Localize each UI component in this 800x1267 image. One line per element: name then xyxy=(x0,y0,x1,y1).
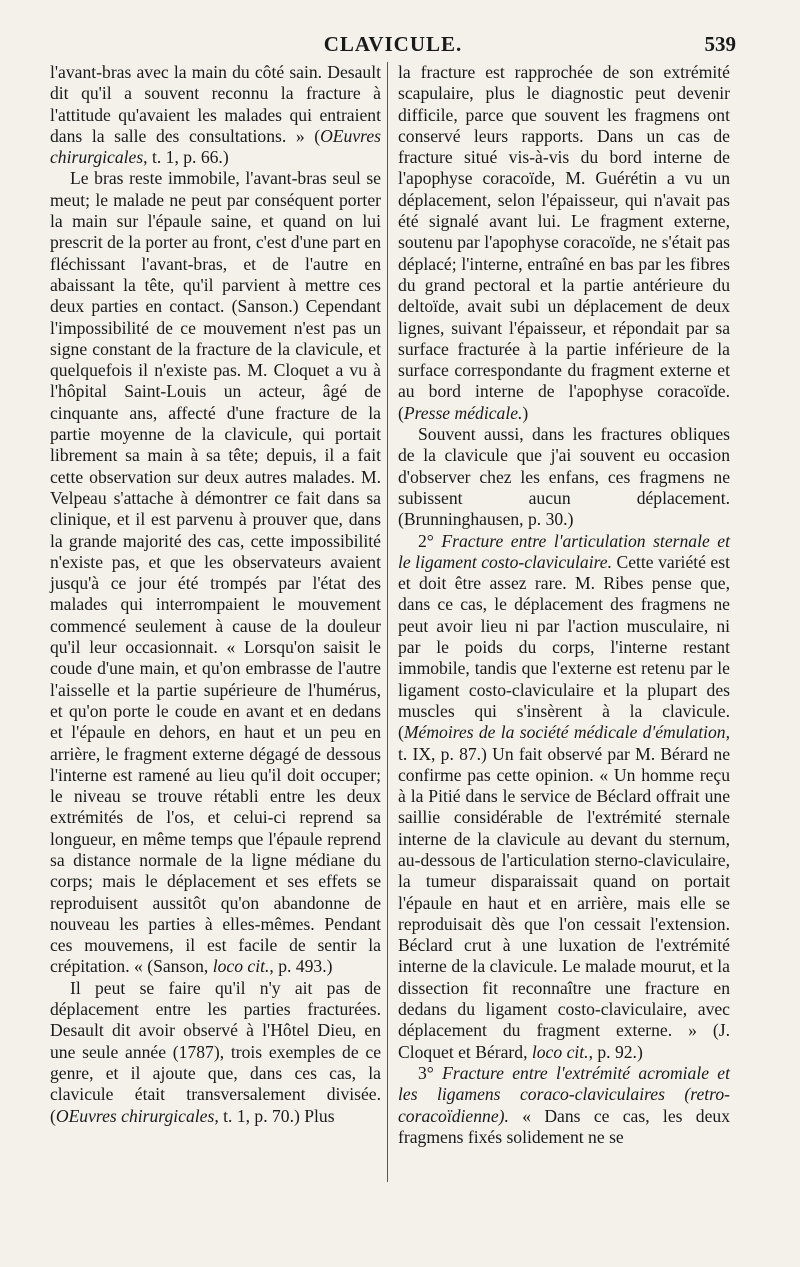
paragraph xyxy=(50,168,381,977)
citation: Mémoires de la société médicale d'émulation, xyxy=(403,722,730,743)
text-run: , p. 493.) xyxy=(269,956,333,977)
paragraph xyxy=(50,62,381,168)
paragraph xyxy=(398,531,730,1063)
text-run: l'avant-bras avec la main du côté sain. Desault dit qu'il a souvent reconnu la fracture à l'attitude qu'avaient les malades qui entraient dans la salle des consultations. » ( xyxy=(50,62,381,146)
paragraph xyxy=(398,1063,730,1148)
text-run: Le bras reste immobile, l'avant-bras seul se meut; le malade ne peut par conséquent porter la main sur l'épaule saine, et quand on lui prescrit de la porter au front, c'est d'une part en fléchissant l'avant-bras, et de l'autre en abaissant la tête, qu'il parvient à mettre ces deux parties en contact. (Sanson.) Cependant l'impossibilité de ce mouvement n'est pas un signe constant de la fracture de la clavicule, et quelquefois il n'existe pas. M. Cloquet a vu à l'hôpital Saint-Louis un acteur, âgé de cinquante ans, affecté d'une fracture de la partie moyenne de la clavicule, qui portait librement sa main à sa tête; depuis, il a fait cette observation sur deux autres malades. M. Velpeau s'attache à démontrer ce fait dans sa clinique, et il est parvenu à prouver que, dans la grande majorité des cas, cette impossibilité n'existe pas, et que les observateurs avaient jusqu'à ce jour été trompés par l'état des malades qui interrompaient le mouvement commencé seulement à cause de la douleur qu'il leur occasionnait. « Lorsqu'on saisit le coude d'une main, et qu'on embrasse de l'autre l'aisselle et la partie supérieure de l'humérus, et qu'on porte le coude en avant et en dedans et l'épaule en dehors, en haut et un peu en arrière, le fragment externe dégagé de dessous l'interne est ramené au lieu qu'il doit occuper; le niveau se trouve rétabli entre les deux extrémités de l'os, et celui-ci reprend sa longueur, en même temps que l'épaule reprend sa distance normale de la ligne médiane du corps; mais le déplacement et ses effets se reproduisent aussitôt qu'on abandonne de nouveau les parties à elles-mêmes. Pendant ces mouvemens, il est facile de sentir la crépitation. « (Sanson, xyxy=(50,168,381,977)
text-run: la fracture est rapprochée de son extrémité scapulaire, plus le diagnostic peut devenir difficile, parce que souvent les fragmens ont conservé leurs rapports. Dans un cas de fracture situé vis-à-vis du bord interne de l'apophyse coracoïde, M. Guérétin a vu un déplacement, selon l'épaisseur, qui n'avait pas été signalé avant lui. Le fragment externe, soutenu par l'apophyse coracoïde, ne s'était pas déplacé; l'interne, entraîné en bas par les fibres du grand pectoral et la partie antérieure du deltoïde, avait subi un déplacement de deux lignes, suivant l'épaisseur, et répondait par sa surface fracturée à la partie inférieure de la surface correspondante du fragment externe et au bord interne de l'apophyse coracoïde. ( xyxy=(398,62,730,423)
citation: OEuvres chirurgicales, xyxy=(55,1105,219,1126)
text-run: « Dans ce cas, les deux fragmens fixés solidement ne se xyxy=(398,1105,730,1147)
running-title: CLAVICULE. xyxy=(323,32,463,56)
text-run: ) xyxy=(522,402,529,423)
citation: loco cit. xyxy=(212,956,270,977)
text-run: Souvent aussi, dans les fractures obliques de la clavicule que j'ai souvent eu occasion d'observer chez les enfans, ces fragmens ne subissent aucun déplacement. (Brunninghausen, p. 30.) xyxy=(398,424,730,530)
section-heading: Fracture entre l'extrémité acromiale et les ligamens coraco-claviculaires (retro-coracoïdienne). xyxy=(398,1062,730,1126)
column-divider xyxy=(387,62,388,1182)
paragraph xyxy=(398,62,730,424)
paragraph xyxy=(398,424,730,530)
section-number: 3° xyxy=(418,1062,443,1083)
text-run: , p. 92.) xyxy=(588,1041,643,1062)
text-run: t. IX, p. 87.) Un fait observé par M. Bérard ne confirme pas cette opinion. « Un homme reçu à la Pitié dans le service de Béclard offrait une saillie considérable de l'extrémité sternale interne de la clavicule au devant du sternum, au-dessous de l'articulation sterno-claviculaire, la tumeur disparaissait quand on portait l'épaule en haut et en arrière, mais elle se reproduisait dès que l'on cessait l'extension. Béclard crut à une luxation de l'extrémité interne de la clavicule. Le malade mourut, et la dissection fit reconnaître une fracture en dedans du ligament costo-claviculaire, avec déplacement du fragment externe. » (J. Cloquet et Bérard, xyxy=(398,743,730,1062)
text-run: Cette variété est et doit être assez rare. M. Ribes pense que, dans ce cas, le déplacement des fragmens ne peut avoir lieu ni par l'action musculaire, ni par le poids du corps, l'interne restant immobile, tandis que l'externe est retenu par le ligament costo-claviculaire et la plupart des muscles qui s'insèrent à la clavicule. ( xyxy=(398,551,730,743)
citation: loco cit. xyxy=(531,1041,589,1062)
section-number: 2° xyxy=(418,530,442,551)
right-column xyxy=(398,62,730,1148)
page-header xyxy=(50,32,736,60)
left-column xyxy=(50,62,381,1127)
section-heading: Fracture entre l'articulation sternale et le ligament costo-claviculaire. xyxy=(398,530,730,572)
text-run: t. 1, p. 70.) Plus xyxy=(218,1105,335,1126)
paragraph xyxy=(50,978,381,1127)
citation: OEuvres chirurgicales xyxy=(50,125,381,168)
citation: Presse médicale. xyxy=(403,402,523,423)
text-run: Il peut se faire qu'il n'y ait pas de déplacement entre les parties fracturées. Desault dit avoir observé à l'Hôtel Dieu, en une seule année (1787), trois exemples de ce genre, et il ajoute que, dans ces cas, la clavicule était transversalement divisée. ( xyxy=(50,977,381,1126)
text-run: , t. 1, p. 66.) xyxy=(143,147,229,168)
page-number: 539 xyxy=(704,32,736,56)
